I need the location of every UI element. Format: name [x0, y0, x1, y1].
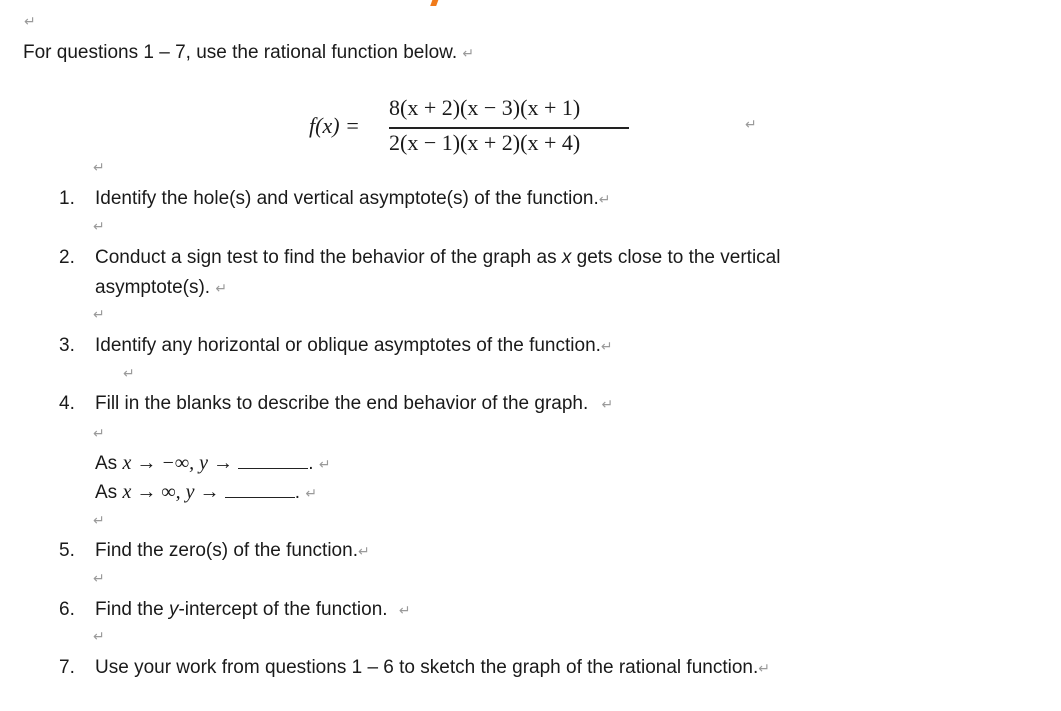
question-text: Fill in the blanks to describe the end behavior of the graph. — [95, 393, 589, 414]
end-behavior-math: x → −∞, y → — [122, 452, 233, 474]
question-6 — [59, 599, 411, 621]
question-text-cont: -intercept of the function. — [178, 599, 388, 620]
function-denominator: 2(x − 1)(x + 2)(x + 4) — [389, 130, 581, 155]
intro-label: For questions 1 – 7, use the rational function below. — [23, 42, 458, 63]
orange-decoration — [430, 0, 440, 6]
question-3 — [59, 335, 613, 357]
paragraph-mark: ↵ — [305, 486, 318, 502]
paragraph-mark: ↵ — [93, 629, 105, 645]
question-2-line2 — [95, 277, 227, 299]
paragraph-mark: ↵ — [93, 571, 105, 587]
paragraph-mark: ↵ — [123, 366, 135, 382]
question-number: 1. — [59, 188, 75, 209]
question-text: Identify the hole(s) and vertical asymptote(s) of the function. — [95, 188, 599, 209]
paragraph-mark: ↵ — [93, 307, 105, 323]
paragraph-mark: ↵ — [93, 513, 105, 529]
intro-text — [23, 42, 474, 64]
end-behavior-line-2 — [95, 481, 317, 504]
paragraph-mark: ↵ — [357, 544, 370, 560]
question-text: Find the zero(s) of the function. — [95, 540, 358, 561]
paragraph-mark: ↵ — [758, 661, 770, 677]
variable-y: y — [168, 599, 179, 620]
question-number: 2. — [59, 247, 75, 268]
paragraph-mark: ↵ — [93, 426, 105, 442]
question-text: Identify any horizontal or oblique asymptotes of the function. — [95, 335, 601, 356]
paragraph-mark: ↵ — [398, 603, 411, 619]
function-numerator: 8(x + 2)(x − 3)(x + 1) — [389, 95, 581, 120]
question-text-cont: gets close to the vertical — [571, 247, 781, 268]
end-behavior-line-1 — [95, 452, 331, 475]
paragraph-mark: ↵ — [462, 46, 475, 62]
period: . — [308, 453, 314, 474]
period: . — [294, 482, 301, 503]
question-number: 5. — [59, 540, 75, 561]
question-2 — [59, 247, 780, 269]
question-text-line2: asymptote(s). — [95, 277, 211, 298]
answer-blank[interactable] — [225, 481, 295, 498]
question-7 — [59, 657, 770, 679]
fraction-bar — [389, 127, 629, 129]
question-number: 3. — [59, 335, 75, 356]
question-number: 6. — [59, 599, 75, 620]
paragraph-mark: ↵ — [24, 14, 36, 30]
question-1 — [59, 188, 611, 210]
paragraph-mark: ↵ — [598, 192, 611, 208]
as-label: As — [95, 482, 123, 503]
question-text: Use your work from questions 1 – 6 to sketch the graph of the rational function. — [95, 657, 759, 678]
question-text: Conduct a sign test to find the behavior of the graph as — [95, 247, 562, 268]
variable-x: x — [561, 247, 572, 268]
paragraph-mark: ↵ — [318, 457, 331, 473]
end-behavior-math: x → ∞, y → — [122, 481, 220, 503]
question-number: 4. — [59, 393, 75, 414]
function-lhs: f(x) = — [309, 113, 360, 138]
question-text: Find the — [95, 599, 169, 620]
paragraph-mark: ↵ — [215, 281, 228, 297]
answer-blank[interactable] — [238, 452, 308, 469]
question-number: 7. — [59, 657, 75, 678]
question-5 — [59, 540, 370, 562]
paragraph-mark: ↵ — [93, 160, 105, 176]
question-4 — [59, 393, 613, 415]
paragraph-mark: ↵ — [745, 117, 757, 133]
as-label: As — [95, 453, 123, 474]
paragraph-mark: ↵ — [600, 339, 613, 355]
paragraph-mark: ↵ — [93, 219, 105, 235]
paragraph-mark: ↵ — [601, 397, 614, 413]
